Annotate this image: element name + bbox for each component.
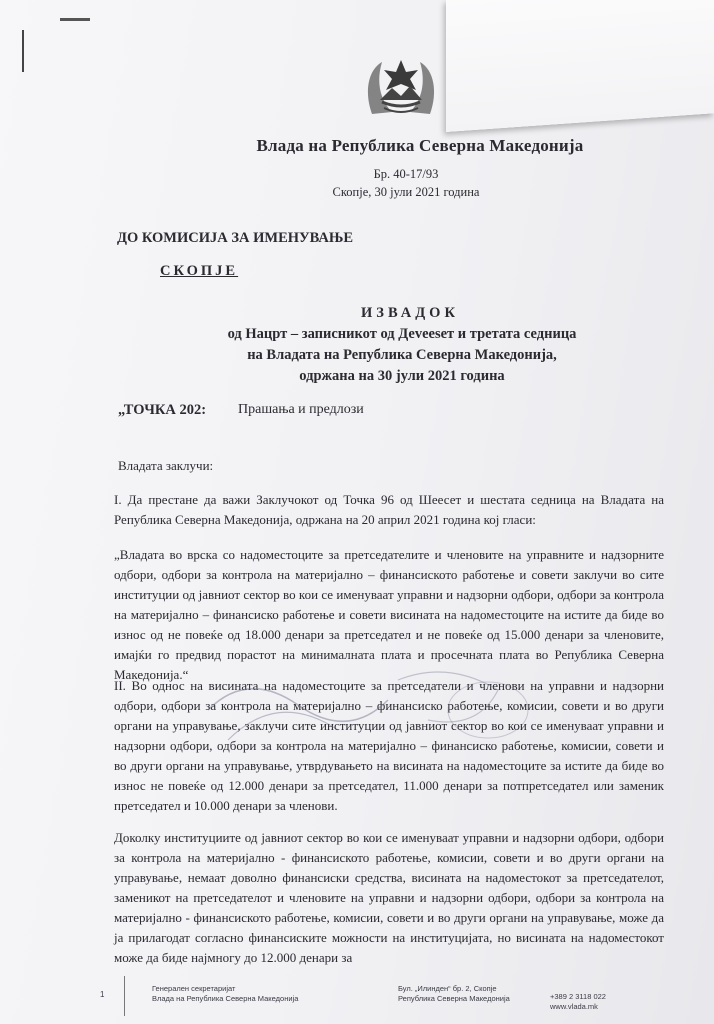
footer-phone: +389 2 3118 022 (550, 992, 606, 1001)
footer-website: www.vlada.mk (550, 1002, 598, 1011)
footer-address-line-1: Бул. „Илинден“ бр. 2, Скопје (398, 984, 497, 993)
addressee: ДО КОМИСИЈА ЗА ИМЕНУВАЊЕ (117, 230, 354, 246)
paragraph-3: Доколку институциите од јавниот сектор во кои се именуваат управни и надзорни одбори, одбори за контрола на материјално - финансиското работење, комисии, совети и во други органи на управување, немаат доволно финансиски средства, висината на надоместокот за претседателот, заменикот на претседателот и членовите на управни и надзорни одбори, одбори за контрола на материјално - финансиското работење, комисии, совети и во други органи на управување, може да ја прилагодат согласно финансиските можности на институцијата, но висината на надоместокот може да биде најмногу до 12.000 денари за (114, 830, 664, 965)
pen-mark (60, 18, 90, 21)
subtitle-line-1: од Нацрт – записникот од Деveesет и третата седница (227, 326, 577, 342)
footer-office (152, 984, 298, 1004)
page-footer (0, 970, 714, 1024)
page-number: 1 (100, 990, 105, 999)
footer-address-line-2: Република Северна Македонија (398, 994, 510, 1003)
paragraph-2: II. Во однос на висината на надоместоците за претседатели и членови на управни и надзорни одбори, одбори за контрола на материјално – финансиско работење, комисии, совети и во други органи на управување, заклучи сите институции од јавниот сектор во кои се именуваат управни и надзорни одбори, одбори за контрола на материјално – финансиско работење, комисии, совети и во други органи на управување, утврдувањето на висината на надоместоците за истите да биде во износ не повеќе од 12.000 денари за претседател, 11.000 денари за потпретседател или заменик претседател и 10.000 денари за членови. (114, 678, 664, 813)
footer-address (398, 984, 510, 1004)
agenda-point-text: Прашања и предлози (238, 402, 364, 417)
addressee-city: СКОПЈЕ (160, 263, 239, 279)
conclusion-intro: Владата заклучи: (118, 458, 214, 473)
document-title: ИЗВАДОК (361, 305, 459, 321)
staple-mark (22, 30, 24, 72)
subtitle-line-3: одржана на 30 јули 2021 година (299, 368, 505, 384)
footer-office-line-2: Влада на Република Северна Македонија (152, 994, 299, 1003)
footer-divider (124, 976, 125, 1016)
quoted-paragraph: „Владата во врска со надоместоците за претседателите и членовите на управните и надзорните одбори, одбори за контрола на материјално – финансиското работење и совети заклучи во сите институции од јавниот сектор во кои се именуваат управни и надзорни одбори, одбори за контрола на материјално – финансиско работење и совети висината на надоместоците на истите да биде во износ од не повеќе од 18.000 денари за претседател и не повеќе од 15.000 денари за членовите, имајќи го предвид порастот на минималната плата и просечната плата во Република Северна Македонија.“ (114, 547, 664, 682)
folded-paper-corner (446, 0, 714, 132)
reference-number: Бр. 40-17/93 (373, 167, 439, 181)
footer-office-line-1: Генерален секретаријат (152, 984, 236, 993)
paragraph-1: I. Да престане да важи Заклучокот од Точка 96 од Шеесет и шестата седница на Владата на Република Северна Македонија, одржана на 20 април 2021 година кој гласи: (114, 492, 664, 527)
government-title: Влада на Република Северна Македонија (256, 136, 584, 155)
agenda-point-label: „ТОЧКА 202: (118, 402, 207, 418)
place-and-date: Скопје, 30 јули 2021 година (332, 185, 480, 199)
footer-contact (550, 992, 606, 1012)
coat-of-arms-emblem (362, 52, 440, 122)
subtitle-line-2: на Владата на Република Северна Македонија, (247, 347, 557, 363)
